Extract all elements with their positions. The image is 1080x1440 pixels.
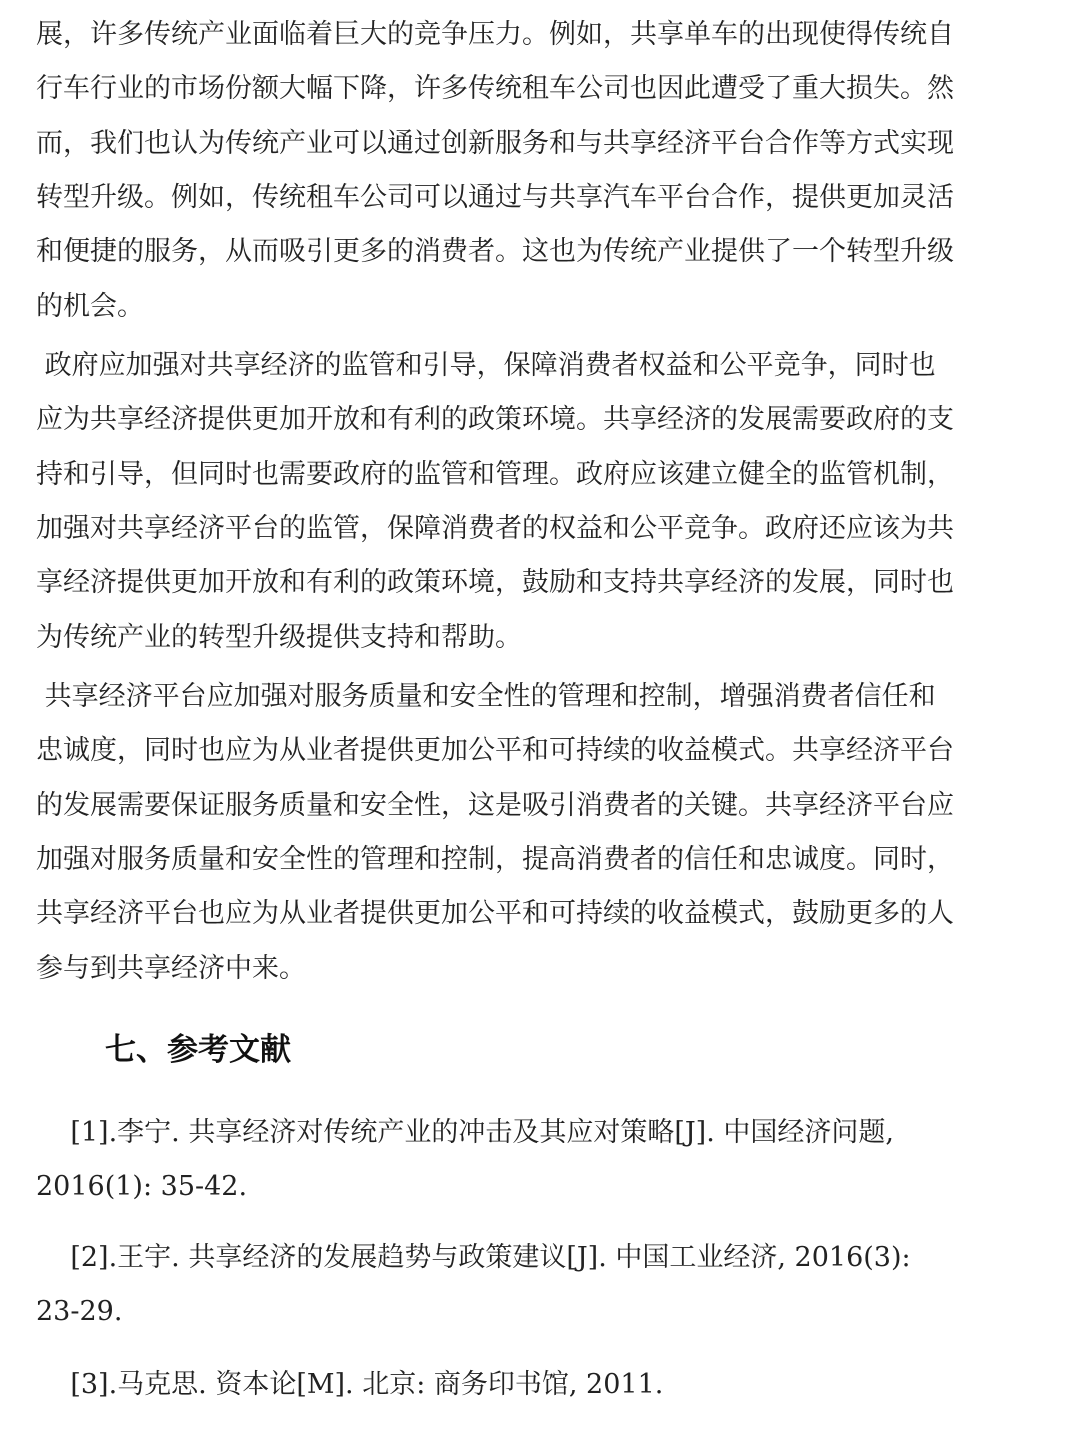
- paragraph-line: 应为共享经济提供更加开放和有利的政策环境。共享经济的发展需要政府的支: [36, 404, 954, 436]
- reference-line: 23-29.: [36, 1296, 123, 1327]
- reference-line: [3].马克思. 资本论[M]. 北京: 商务印书馆, 2011.: [36, 1369, 664, 1400]
- paragraph-line: 加强对共享经济平台的监管，保障消费者的权益和公平竞争。政府还应该为共: [36, 512, 954, 544]
- paragraph-line: 享经济提供更加开放和有利的政策环境，鼓励和支持共享经济的发展，同时也: [36, 567, 954, 599]
- paragraph-line: 参与到共享经济中来。: [36, 952, 306, 984]
- paragraph-line: 忠诚度，同时也应为从业者提供更加公平和可持续的收益模式。共享经济平台: [36, 735, 954, 767]
- paragraph-line: 共享经济平台也应为从业者提供更加公平和可持续的收益模式，鼓励更多的人: [36, 898, 954, 930]
- paragraph-line: 展，许多传统产业面临着巨大的竞争压力。例如，共享单车的出现使得传统自: [36, 19, 954, 50]
- paragraph-line: 的机会。: [36, 290, 144, 322]
- paragraph-line: 为传统产业的转型升级提供支持和帮助。: [36, 621, 522, 653]
- section-heading-references: 七、参考文献: [105, 1032, 291, 1068]
- paragraph-line: 政府应加强对共享经济的监管和引导，保障消费者权益和公平竞争，同时也: [36, 350, 936, 381]
- reference-line: [2].王宇. 共享经济的发展趋势与政策建议[J]. 中国工业经济, 2016(3):: [36, 1242, 911, 1273]
- reference-line: [1].李宁. 共享经济对传统产业的冲击及其应对策略[J]. 中国经济问题,: [36, 1117, 894, 1148]
- paragraph-line: 转型升级。例如，传统租车公司可以通过与共享汽车平台合作，提供更加灵活: [36, 181, 954, 213]
- paragraph-line: 行车行业的市场份额大幅下降，许多传统租车公司也因此遭受了重大损失。然: [36, 73, 954, 105]
- paragraph-line: 共享经济平台应加强对服务质量和安全性的管理和控制，增强消费者信任和: [36, 681, 936, 712]
- paragraph-line: 持和引导，但同时也需要政府的监管和管理。政府应该建立健全的监管机制，: [36, 458, 954, 490]
- paragraph-line: 的发展需要保证服务质量和安全性，这是吸引消费者的关键。共享经济平台应: [36, 789, 954, 821]
- paragraph-line: 加强对服务质量和安全性的管理和控制，提高消费者的信任和忠诚度。同时，: [36, 843, 954, 875]
- paragraph-line: 和便捷的服务，从而吸引更多的消费者。这也为传统产业提供了一个转型升级: [36, 236, 954, 268]
- reference-line: 2016(1): 35-42.: [36, 1171, 248, 1202]
- paragraph-line: 而，我们也认为传统产业可以通过创新服务和与共享经济平台合作等方式实现: [36, 127, 954, 159]
